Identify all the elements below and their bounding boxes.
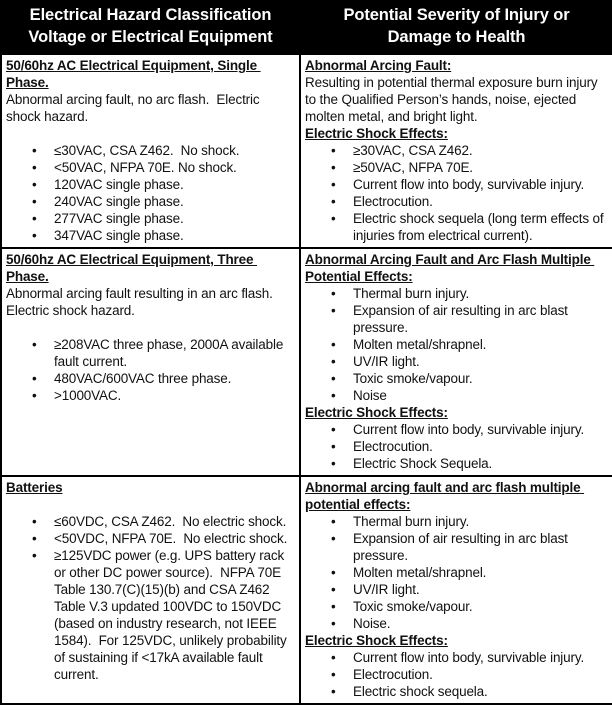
table-row-single-phase: [1, 54, 612, 248]
header-left-line2: Voltage or Electrical Equipment: [28, 28, 273, 46]
bullet-item: • Current flow into body, survivable injury.: [305, 421, 608, 438]
blank-line: [6, 319, 295, 336]
bullet-item: • Molten metal/shrapnel.: [305, 564, 608, 581]
bullet-item: • Noise.: [305, 615, 608, 632]
bullet-item: • Thermal burn injury.: [305, 285, 608, 302]
header-right-line1: Potential Severity of Injury or: [343, 6, 570, 24]
cell-paragraph: Abnormal arcing fault, no arc flash. Electric shock hazard.: [6, 92, 264, 124]
bullet-item: • UV/IR light.: [305, 581, 608, 598]
bullet-item: • Electrocution.: [305, 193, 608, 210]
cell-batteries: [1, 476, 300, 704]
cell-heading: 50/60hz AC Electrical Equipment, Three Phase.: [6, 252, 257, 284]
bullet-item: • Noise: [305, 387, 608, 404]
bullet-item: • UV/IR light.: [305, 353, 608, 370]
bullet-item: • Electric Shock Sequela.: [305, 455, 608, 472]
cell-heading: Abnormal arcing fault and arc flash multiple potential effects:: [305, 480, 585, 512]
bullet-item: • Electric shock sequela.: [305, 683, 608, 700]
cell-single-phase-equipment: [1, 54, 300, 248]
blank-line: [6, 125, 295, 142]
header-left-line1: Electrical Hazard Classification: [29, 6, 272, 24]
bullet-item: • 240VAC single phase.: [6, 193, 295, 210]
bullet-list: [305, 513, 608, 632]
bullet-item: • 120VAC single phase.: [6, 176, 295, 193]
bullet-item: • Current flow into body, survivable injury.: [305, 649, 608, 666]
bullet-item: • Electrocution.: [305, 438, 608, 455]
cell-heading: Electric Shock Effects:: [305, 126, 448, 141]
table-row-three-phase: [1, 248, 612, 476]
bullet-item: • Molten metal/shrapnel.: [305, 336, 608, 353]
bullet-item: • ≥208VAC three phase, 2000A available fault current.: [6, 336, 295, 370]
cell-heading: Batteries: [6, 480, 63, 495]
bullet-item: • ≤60VDC, CSA Z462. No electric shock.: [6, 513, 295, 530]
table-row-batteries: [1, 476, 612, 704]
header-row: [1, 1, 612, 54]
bullet-item: • Toxic smoke/vapour.: [305, 598, 608, 615]
bullet-item: • Toxic smoke/vapour.: [305, 370, 608, 387]
bullet-list: [305, 142, 608, 244]
bullet-list: [6, 336, 295, 404]
bullet-list: [305, 285, 608, 404]
header-right-line2: Damage to Health: [387, 28, 526, 46]
bullet-item: • 480VAC/600VAC three phase.: [6, 370, 295, 387]
cell-paragraph: Resulting in potential thermal exposure burn injury to the Qualified Person’s hands, noise, ejected molten metal, and bright light.: [305, 75, 602, 124]
cell-heading: Abnormal Arcing Fault:: [305, 58, 452, 73]
bullet-item: • ≤30VAC, CSA Z462. No shock.: [6, 142, 295, 159]
bullet-item: • Expansion of air resulting in arc blast pressure.: [305, 530, 608, 564]
bullet-item: • 347VAC single phase.: [6, 227, 295, 244]
cell-three-phase-equipment: [1, 248, 300, 476]
bullet-item: • >1000VAC.: [6, 387, 295, 404]
header-cell-classification: [1, 1, 300, 54]
bullet-item: • ≥50VAC, NFPA 70E.: [305, 159, 608, 176]
bullet-item: • ≥125VDC power (e.g. UPS battery rack or other DC power source). NFPA 70E Table 130.7(C)(15)(b) and CSA Z462 Table V.3 updated 100VDC to 150VDC (based on industry research, not IEEE 1584). For 125VDC, unlikely probability of sustaining if <17kA available fault current.: [6, 547, 295, 683]
bullet-item: • Expansion of air resulting in arc blast pressure.: [305, 302, 608, 336]
bullet-item: • ≥30VAC, CSA Z462.: [305, 142, 608, 159]
bullet-item: • Thermal burn injury.: [305, 513, 608, 530]
cell-heading: 50/60hz AC Electrical Equipment, Single Phase.: [6, 58, 261, 90]
bullet-item: • Electric shock sequela (long term effects of injuries from electrical current).: [305, 210, 608, 244]
bullet-item: • 277VAC single phase.: [6, 210, 295, 227]
bullet-list: [305, 421, 608, 472]
cell-paragraph: Abnormal arcing fault resulting in an arc flash. Electric shock hazard.: [6, 286, 277, 318]
blank-line: [6, 496, 295, 513]
cell-abnormal-arcing-fault: [300, 54, 612, 248]
bullet-list: [6, 142, 295, 244]
cell-arc-flash-multiple-effects: [300, 248, 612, 476]
bullet-list: [6, 513, 295, 683]
bullet-item: • Electrocution.: [305, 666, 608, 683]
header-cell-severity: [300, 1, 612, 54]
bullet-item: • Current flow into body, survivable injury.: [305, 176, 608, 193]
bullet-item: • <50VDC, NFPA 70E. No electric shock.: [6, 530, 295, 547]
bullet-item: • <50VAC, NFPA 70E. No shock.: [6, 159, 295, 176]
cell-heading: Abnormal Arcing Fault and Arc Flash Multiple Potential Effects:: [305, 252, 595, 284]
bullet-list: [305, 649, 608, 700]
cell-battery-arc-flash-effects: [300, 476, 612, 704]
cell-heading: Electric Shock Effects:: [305, 405, 448, 420]
cell-heading: Electric Shock Effects:: [305, 633, 448, 648]
